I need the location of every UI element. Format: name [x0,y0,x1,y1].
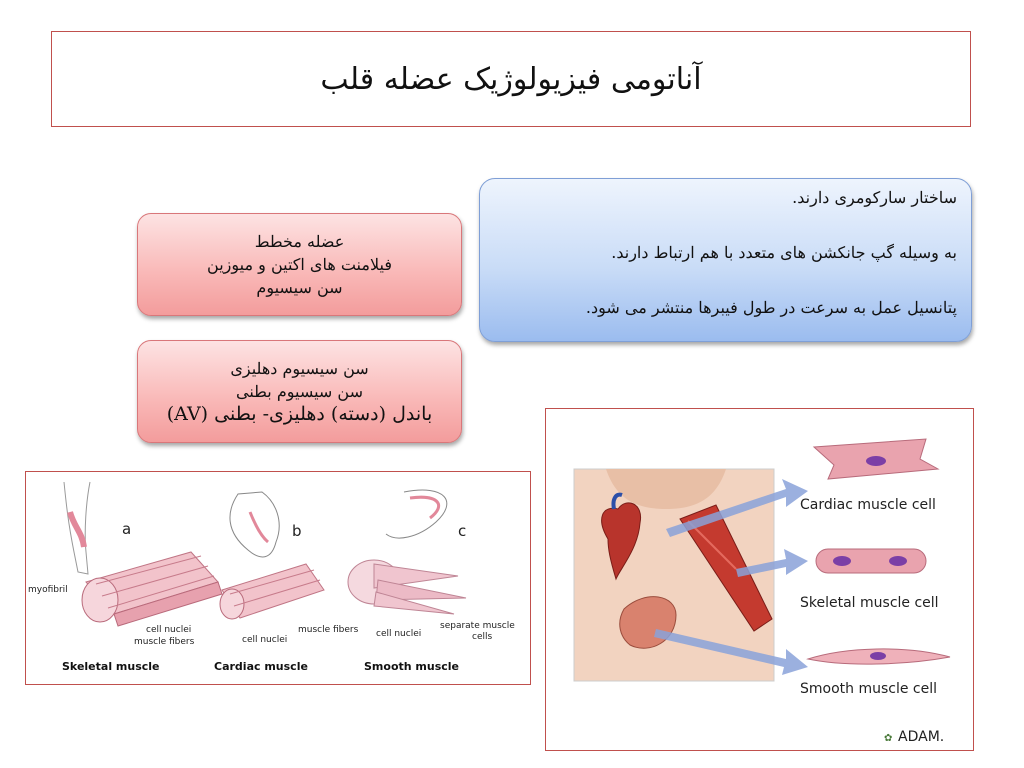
slide-title: آناتومی فیزیولوژیک عضله قلب [320,61,702,97]
caption-cardiac: Cardiac muscle [214,660,308,673]
striated-muscle-box [137,213,462,316]
muscle-cells-figure [545,408,974,751]
label-skeletal-cell: Skeletal muscle cell [800,595,939,611]
label-muscle-fibers-a: muscle fibers [134,637,195,647]
muscle-cells-illustration [546,409,973,750]
syncytium-box [137,340,462,443]
panel-letter-c: c [458,522,467,540]
label-separate-cells-1: separate muscle [440,621,515,631]
smooth-cell-icon [808,649,950,664]
caption-smooth: Smooth muscle [364,660,460,673]
adam-leaf-icon: ✿ [884,733,893,744]
label-separate-cells-2: cells [472,632,493,642]
cardiac-cell-icon [814,439,938,479]
muscle-types-illustration [26,472,530,684]
info-line-gap-junction: به وسیله گپ جانکشن های متعدد با هم ارتباط دارند. [611,243,957,262]
smooth-cells-icon [348,560,466,614]
heart-sketch-icon [230,492,279,557]
striated-line-2: فیلامنت های اکتین و میوزین [207,255,392,274]
label-myofibril: myofibril [28,585,68,595]
label-cell-nuclei-a: cell nuclei [146,625,192,635]
skeletal-cell-icon [816,549,926,573]
cardiac-bundle-icon [220,564,324,619]
skeletal-bundle-icon [82,552,222,626]
label-cell-nuclei-c: cell nuclei [376,629,422,639]
syncytium-line-2: سن سیسیوم بطنی [235,382,363,401]
caption-skeletal: Skeletal muscle [62,660,160,673]
syncytium-line-3: باندل (دسته) دهلیزی- بطنی (AV) [166,403,433,425]
title-box [51,31,971,127]
panel-letter-b: b [292,522,302,540]
label-cell-nuclei-b: cell nuclei [242,635,288,645]
label-muscle-fibers-b: muscle fibers [298,625,359,635]
leg-sketch-icon [64,482,90,574]
label-smooth-cell: Smooth muscle cell [800,681,938,697]
striated-line-3: سن سیسیوم [256,278,343,297]
info-line-sarcomere: ساختار سارکومری دارند. [792,188,957,207]
adam-logo: ADAM. [898,729,945,745]
label-cardiac-cell: Cardiac muscle cell [800,497,936,513]
info-box [479,178,972,342]
syncytium-line-1: سن سیسیوم دهلیزی [230,359,369,378]
info-line-action-potential: پتانسیل عمل به سرعت در طول فیبرها منتشر می شود. [585,298,957,317]
panel-letter-a: a [122,520,132,538]
stomach-sketch-icon [386,490,447,538]
striated-line-1: عضله مخطط [254,232,345,251]
muscle-types-figure [25,471,531,685]
